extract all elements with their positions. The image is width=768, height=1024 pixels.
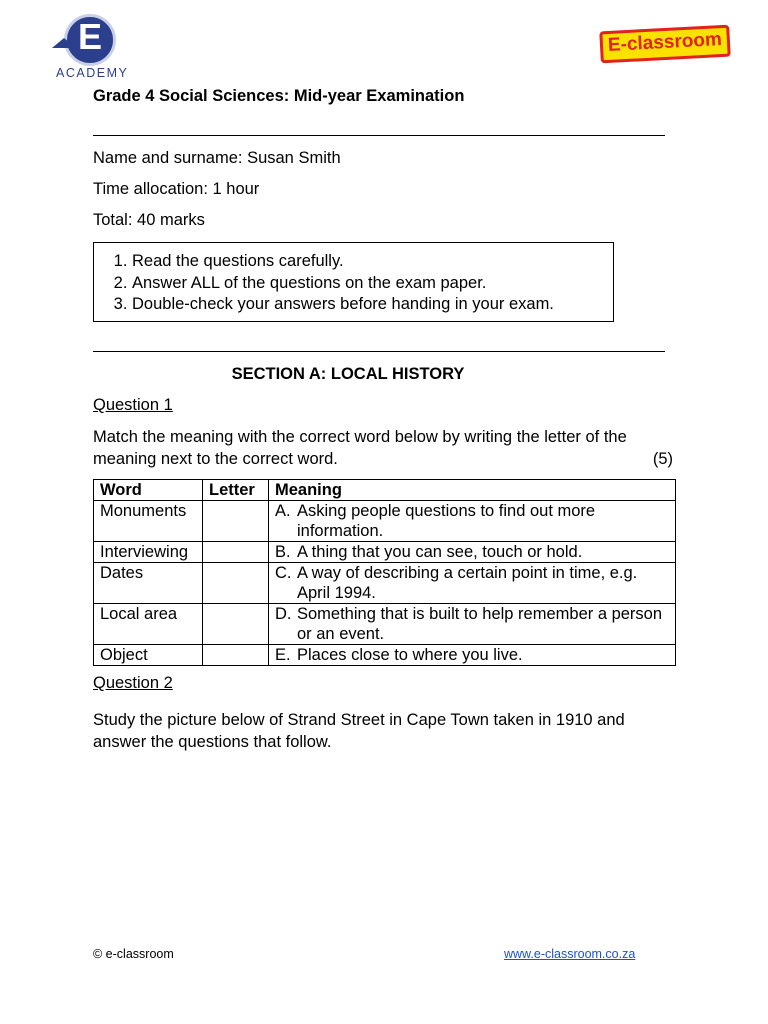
meaning-text: A thing that you can see, touch or hold. [297, 543, 583, 561]
header-meaning: Meaning [269, 480, 676, 501]
question-1-label: Question 1 [93, 396, 173, 414]
meaning-letter: D. [275, 605, 292, 623]
section-heading: SECTION A: LOCAL HISTORY [231, 365, 465, 383]
instruction-item: 2. Answer ALL of the questions on the exam paper. [132, 273, 613, 295]
instruction-item: 3. Double-check your answers before handing in your exam. [132, 294, 613, 316]
matching-table [93, 479, 676, 666]
letter-answer-cell[interactable] [203, 645, 269, 666]
meaning-letter: C. [275, 564, 292, 582]
table-row [94, 563, 676, 604]
word-cell: Interviewing [94, 542, 203, 563]
meaning-letter: A. [275, 502, 291, 520]
table-row [94, 542, 676, 563]
word-cell: Local area [94, 604, 203, 645]
letter-answer-cell[interactable] [203, 542, 269, 563]
divider [93, 351, 665, 352]
academy-logo [48, 14, 138, 82]
name-line: Name and surname: Susan Smith [93, 149, 341, 167]
divider [93, 135, 665, 136]
time-allocation-line: Time allocation: 1 hour [93, 180, 260, 198]
meaning-cell [269, 563, 676, 604]
meaning-letter: B. [275, 543, 291, 561]
letter-answer-cell[interactable] [203, 563, 269, 604]
meaning-text: Asking people questions to find out more information. [297, 502, 596, 540]
meaning-letter: E. [275, 646, 291, 664]
table-row [94, 501, 676, 542]
question-1-prompt [93, 427, 673, 470]
letter-answer-cell[interactable] [203, 604, 269, 645]
instructions-list [94, 243, 613, 316]
academy-logo-letter: E [77, 16, 102, 57]
meaning-text: Places close to where you live. [297, 646, 523, 664]
meaning-text: A way of describing a certain point in time, e.g. April 1994. [297, 564, 638, 602]
question-1-marks: (5) [652, 449, 673, 468]
instructions-box [93, 242, 614, 322]
header-letter: Letter [203, 480, 269, 501]
letter-answer-cell[interactable] [203, 501, 269, 542]
eclassroom-logo-text: E-classroom [607, 29, 723, 56]
table-row [94, 645, 676, 666]
question-2-label: Question 2 [93, 674, 173, 692]
exam-title: Grade 4 Social Sciences: Mid-year Examination [93, 87, 465, 105]
word-cell: Dates [94, 563, 203, 604]
eclassroom-logo [599, 25, 730, 64]
academy-logo-text: ACADEMY [56, 66, 129, 80]
question-1-prompt-text: Match the meaning with the correct word below by writing the letter of the meaning next to the correct word. [93, 428, 627, 468]
table-header-row [94, 480, 676, 501]
meaning-text: Something that is built to help remember a person or an event. [297, 605, 663, 643]
question-2-prompt: Study the picture below of Strand Street in Cape Town taken in 1910 and answer the questions that follow. [93, 711, 625, 751]
meaning-cell [269, 501, 676, 542]
total-marks-line: Total: 40 marks [93, 211, 205, 229]
footer-website-link[interactable]: www.e-classroom.co.za [504, 947, 636, 961]
table-row [94, 604, 676, 645]
word-cell: Object [94, 645, 203, 666]
instruction-item: 1. Read the questions carefully. [132, 251, 613, 273]
word-cell: Monuments [94, 501, 203, 542]
meaning-cell [269, 645, 676, 666]
meaning-cell [269, 604, 676, 645]
footer-copyright: © e-classroom [93, 947, 174, 961]
header-word: Word [94, 480, 203, 501]
meaning-cell [269, 542, 676, 563]
